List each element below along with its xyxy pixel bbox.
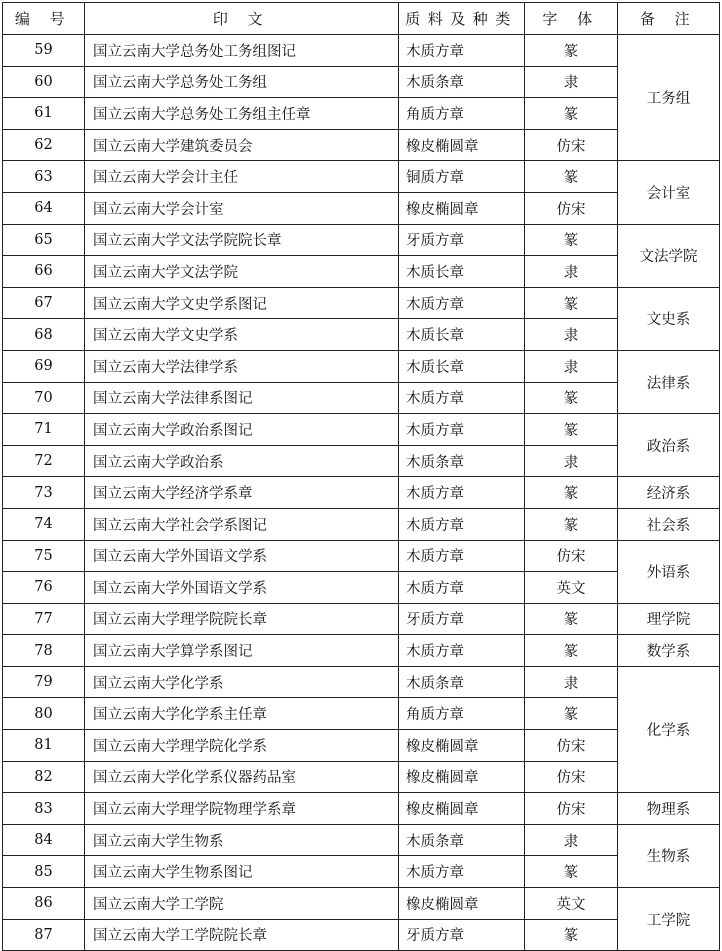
seal-text: 国立云南大学工学院 [85, 888, 399, 920]
material-type: 木质方章 [399, 35, 525, 67]
seal-text: 国立云南大学法律系图记 [85, 382, 399, 414]
seal-text: 国立云南大学文法学院 [85, 256, 399, 288]
seal-text: 国立云南大学化学系主任章 [85, 698, 399, 730]
seal-text: 国立云南大学社会学系图记 [85, 508, 399, 540]
material-type: 木质长章 [399, 319, 525, 351]
material-type: 木质条章 [399, 666, 525, 698]
table-row [3, 414, 720, 446]
table-row [3, 730, 720, 762]
material-type: 木质长章 [399, 350, 525, 382]
font-style: 篆 [525, 287, 618, 319]
material-type: 橡皮椭圆章 [399, 192, 525, 224]
table-row [3, 66, 720, 98]
material-type: 橡皮椭圆章 [399, 129, 525, 161]
table-row [3, 477, 720, 509]
font-style: 隶 [525, 666, 618, 698]
remark-cell: 理学院 [618, 603, 720, 635]
font-style: 隶 [525, 66, 618, 98]
seal-text: 国立云南大学文史学系图记 [85, 287, 399, 319]
table-row [3, 793, 720, 825]
font-style: 仿宋 [525, 540, 618, 572]
header-seal-text: 印 文 [85, 3, 399, 35]
header-row [3, 3, 720, 35]
material-type: 橡皮椭圆章 [399, 793, 525, 825]
font-style: 仿宋 [525, 730, 618, 762]
table-row [3, 761, 720, 793]
seal-text: 国立云南大学化学系 [85, 666, 399, 698]
row-number: 68 [3, 319, 85, 351]
row-number: 74 [3, 508, 85, 540]
material-type: 橡皮椭圆章 [399, 730, 525, 762]
table-row [3, 888, 720, 920]
row-number: 69 [3, 350, 85, 382]
material-type: 木质方章 [399, 856, 525, 888]
material-type: 牙质方章 [399, 224, 525, 256]
table-row [3, 635, 720, 667]
row-number: 67 [3, 287, 85, 319]
row-number: 66 [3, 256, 85, 288]
font-style: 仿宋 [525, 192, 618, 224]
font-style: 篆 [525, 856, 618, 888]
row-number: 64 [3, 192, 85, 224]
font-style: 仿宋 [525, 793, 618, 825]
table-row [3, 572, 720, 604]
material-type: 角质方章 [399, 698, 525, 730]
seal-text: 国立云南大学政治系图记 [85, 414, 399, 446]
material-type: 牙质方章 [399, 603, 525, 635]
material-type: 木质方章 [399, 508, 525, 540]
table-row [3, 382, 720, 414]
seal-text: 国立云南大学会计主任 [85, 161, 399, 193]
remark-cell: 法律系 [618, 350, 720, 413]
seal-register-table [2, 2, 720, 951]
row-number: 76 [3, 572, 85, 604]
font-style: 篆 [525, 635, 618, 667]
font-style: 篆 [525, 919, 618, 951]
table-row [3, 35, 720, 67]
table-header [3, 3, 720, 35]
font-style: 篆 [525, 477, 618, 509]
table-row [3, 698, 720, 730]
remark-cell: 生物系 [618, 824, 720, 887]
font-style: 隶 [525, 824, 618, 856]
remark-cell: 外语系 [618, 540, 720, 603]
row-number: 59 [3, 35, 85, 67]
material-type: 橡皮椭圆章 [399, 888, 525, 920]
font-style: 篆 [525, 224, 618, 256]
material-type: 铜质方章 [399, 161, 525, 193]
font-style: 篆 [525, 98, 618, 130]
row-number: 63 [3, 161, 85, 193]
font-style: 仿宋 [525, 129, 618, 161]
material-type: 木质条章 [399, 66, 525, 98]
seal-text: 国立云南大学理学院院长章 [85, 603, 399, 635]
font-style: 篆 [525, 508, 618, 540]
seal-text: 国立云南大学法律学系 [85, 350, 399, 382]
table-row [3, 856, 720, 888]
row-number: 62 [3, 129, 85, 161]
seal-text: 国立云南大学外国语文学系 [85, 540, 399, 572]
seal-text: 国立云南大学总务处工务组图记 [85, 35, 399, 67]
seal-text: 国立云南大学总务处工务组 [85, 66, 399, 98]
font-style: 隶 [525, 319, 618, 351]
material-type: 木质方章 [399, 477, 525, 509]
remark-cell: 会计室 [618, 161, 720, 224]
table-row [3, 129, 720, 161]
seal-text: 国立云南大学政治系 [85, 445, 399, 477]
row-number: 80 [3, 698, 85, 730]
seal-text: 国立云南大学算学系图记 [85, 635, 399, 667]
header-font-style: 字 体 [525, 3, 618, 35]
remark-cell: 化学系 [618, 666, 720, 792]
row-number: 81 [3, 730, 85, 762]
seal-text: 国立云南大学生物系图记 [85, 856, 399, 888]
row-number: 75 [3, 540, 85, 572]
font-style: 英文 [525, 572, 618, 604]
remark-cell: 数学系 [618, 635, 720, 667]
font-style: 篆 [525, 603, 618, 635]
row-number: 87 [3, 919, 85, 951]
seal-text: 国立云南大学理学院化学系 [85, 730, 399, 762]
remark-cell: 文史系 [618, 287, 720, 350]
table-row [3, 445, 720, 477]
material-type: 木质方章 [399, 635, 525, 667]
seal-text: 国立云南大学文史学系 [85, 319, 399, 351]
font-style: 英文 [525, 888, 618, 920]
table-row [3, 256, 720, 288]
row-number: 78 [3, 635, 85, 667]
font-style: 篆 [525, 698, 618, 730]
table-row [3, 224, 720, 256]
row-number: 73 [3, 477, 85, 509]
font-style: 仿宋 [525, 761, 618, 793]
row-number: 70 [3, 382, 85, 414]
row-number: 86 [3, 888, 85, 920]
row-number: 61 [3, 98, 85, 130]
row-number: 82 [3, 761, 85, 793]
seal-text: 国立云南大学理学院物理学系章 [85, 793, 399, 825]
material-type: 木质长章 [399, 256, 525, 288]
seal-register-sheet [2, 2, 720, 951]
font-style: 篆 [525, 161, 618, 193]
seal-text: 国立云南大学会计室 [85, 192, 399, 224]
header-material-type: 质料及种类 [399, 3, 525, 35]
font-style: 隶 [525, 445, 618, 477]
material-type: 木质方章 [399, 414, 525, 446]
font-style: 篆 [525, 382, 618, 414]
remark-cell: 工务组 [618, 35, 720, 161]
remark-cell: 工学院 [618, 888, 720, 951]
remark-cell: 政治系 [618, 414, 720, 477]
material-type: 牙质方章 [399, 919, 525, 951]
material-type: 橡皮椭圆章 [399, 761, 525, 793]
row-number: 71 [3, 414, 85, 446]
font-style: 篆 [525, 35, 618, 67]
row-number: 79 [3, 666, 85, 698]
table-row [3, 824, 720, 856]
font-style: 隶 [525, 350, 618, 382]
material-type: 木质方章 [399, 572, 525, 604]
table-row [3, 161, 720, 193]
seal-text: 国立云南大学经济学系章 [85, 477, 399, 509]
material-type: 木质方章 [399, 382, 525, 414]
remark-cell: 经济系 [618, 477, 720, 509]
table-body [3, 35, 720, 951]
font-style: 隶 [525, 256, 618, 288]
seal-text: 国立云南大学化学系仪器药品室 [85, 761, 399, 793]
row-number: 60 [3, 66, 85, 98]
material-type: 木质方章 [399, 540, 525, 572]
seal-text: 国立云南大学工学院院长章 [85, 919, 399, 951]
seal-text: 国立云南大学建筑委员会 [85, 129, 399, 161]
table-row [3, 319, 720, 351]
table-row [3, 508, 720, 540]
seal-text: 国立云南大学文法学院院长章 [85, 224, 399, 256]
row-number: 72 [3, 445, 85, 477]
seal-text: 国立云南大学外国语文学系 [85, 572, 399, 604]
row-number: 85 [3, 856, 85, 888]
table-row [3, 603, 720, 635]
table-row [3, 666, 720, 698]
table-row [3, 192, 720, 224]
table-row [3, 919, 720, 951]
row-number: 83 [3, 793, 85, 825]
seal-text: 国立云南大学生物系 [85, 824, 399, 856]
material-type: 木质条章 [399, 824, 525, 856]
header-remark: 备 注 [618, 3, 720, 35]
material-type: 木质方章 [399, 287, 525, 319]
table-row [3, 350, 720, 382]
remark-cell: 社会系 [618, 508, 720, 540]
header-number: 编 号 [3, 3, 85, 35]
row-number: 77 [3, 603, 85, 635]
font-style: 篆 [525, 414, 618, 446]
table-row [3, 540, 720, 572]
table-row [3, 287, 720, 319]
row-number: 84 [3, 824, 85, 856]
material-type: 角质方章 [399, 98, 525, 130]
remark-cell: 文法学院 [618, 224, 720, 287]
remark-cell: 物理系 [618, 793, 720, 825]
row-number: 65 [3, 224, 85, 256]
material-type: 木质条章 [399, 445, 525, 477]
table-row [3, 98, 720, 130]
seal-text: 国立云南大学总务处工务组主任章 [85, 98, 399, 130]
